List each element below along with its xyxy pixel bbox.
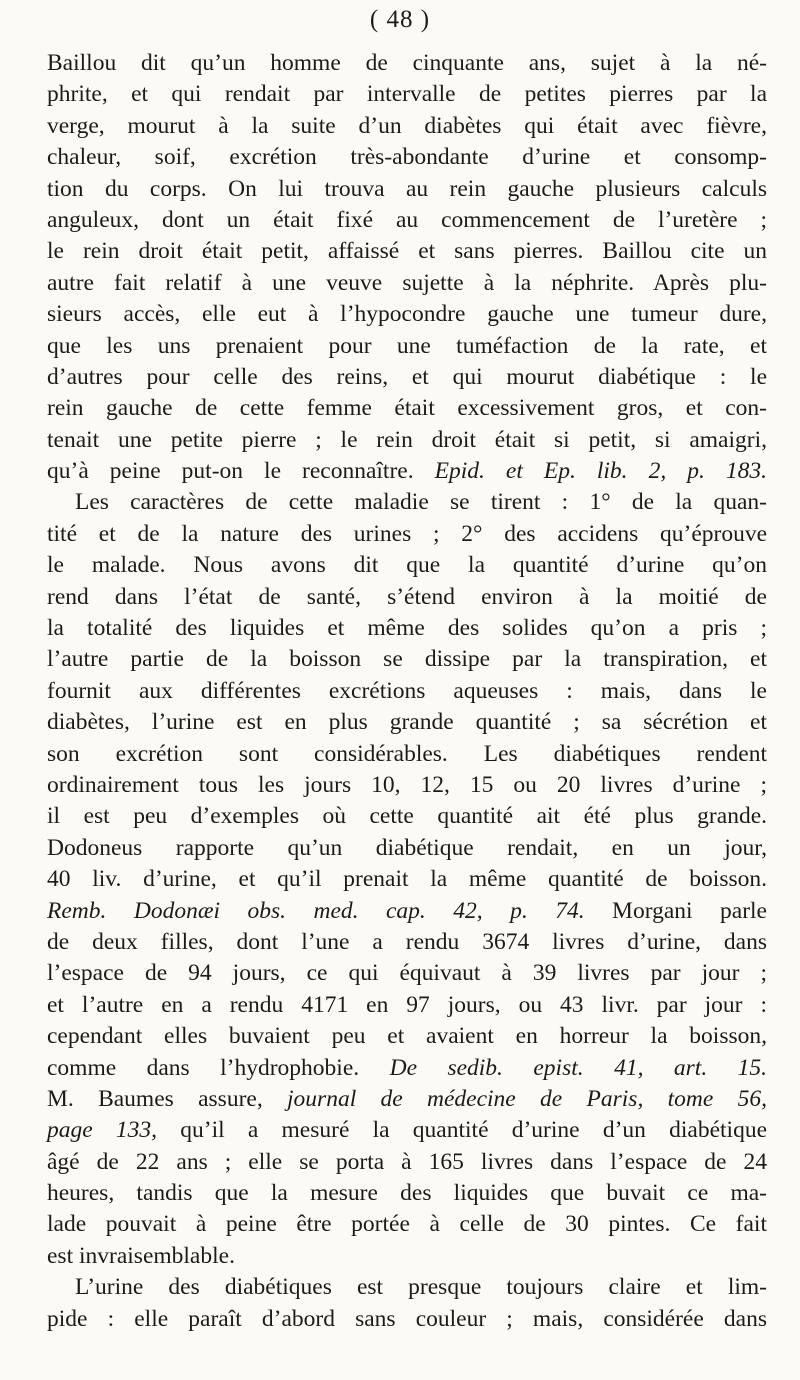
text-segment: qu’à peine put-on le reconnaître. [47, 458, 414, 485]
text-line: pide : elle paraît d’abord sans couleur ; mais, considérée dans [47, 1305, 767, 1332]
text-line: autre fait relatif à une veuve sujette à la néphrite. Après plu- [47, 269, 767, 296]
text-line: est invraisemblable. [47, 1242, 235, 1269]
text-line: chaleur, soif, excrétion très-abondante d’urine et consomp- [47, 144, 767, 171]
text-line: diabètes, l’urine est en plus grande quantité ; sa sécrétion et [47, 709, 767, 736]
text-line: âgé de 22 ans ; elle se porta à 165 livres dans l’espace de 24 [47, 1148, 767, 1175]
citation: Remb. Dodonæi obs. med. cap. 42, p. 74. [47, 897, 585, 924]
text-segment: qu’il a mesuré la quantité d’urine d’un diabétique [180, 1117, 767, 1144]
text-line-with-citation [47, 896, 767, 927]
text-line-with-citation [47, 456, 767, 487]
text-line: l’espace de 94 jours, ce qui équivaut à 39 livres par jour ; [47, 960, 767, 987]
text-line: phrite, et qui rendait par intervalle de petites pierres par la [47, 81, 767, 108]
text-segment: M. Baumes assure, [47, 1085, 263, 1112]
text-line: cependant elles buvaient peu et avaient en horreur la boisson, [47, 1023, 767, 1050]
text-line: que les uns prenaient pour une tuméfaction de la rate, et [47, 332, 767, 359]
text-line: L’urine des diabétiques est presque toujours claire et lim- [75, 1274, 767, 1301]
text-line: fournit aux différentes excrétions aqueuses : mais, dans le [47, 677, 767, 704]
text-line: rein gauche de cette femme était excessivement gros, et con- [47, 395, 767, 422]
text-line: Dodoneus rapporte qu’un diabétique rendait, en un jour, [47, 834, 767, 861]
text-line: verge, mourut à la suite d’un diabètes qui était avec fièvre, [47, 112, 767, 139]
text-line: ordinairement tous les jours 10, 12, 15 ou 20 livres d’urine ; [47, 771, 767, 798]
text-line: lade pouvait à peine être portée à celle de 30 pintes. Ce fait [47, 1211, 767, 1238]
text-line: tité et de la nature des urines ; 2° des accidens qu’éprouve [47, 520, 767, 547]
text-line: tenait une petite pierre ; le rein droit était si petit, si amaigri, [47, 426, 767, 453]
text-line: Baillou dit qu’un homme de cinquante ans, sujet à la né- [47, 50, 767, 76]
text-segment: comme dans l’hydrophobie. [47, 1054, 360, 1081]
text-segment: Morgani parle [612, 897, 767, 924]
text-line-with-citation [47, 1115, 767, 1146]
text-line: son excrétion sont considérables. Les diabétiques rendent [47, 740, 767, 767]
text-line: 40 liv. d’urine, et qu’il prenait la même quantité de boisson. [47, 866, 767, 893]
text-line: il est peu d’exemples où cette quantité ait été plus grande. [47, 803, 767, 830]
text-line: Les caractères de cette maladie se tirent : 1° de la quan- [75, 489, 767, 516]
text-line: tion du corps. On lui trouva au rein gauche plusieurs calculs [47, 175, 767, 202]
text-line: anguleux, dont un était fixé au commencement de l’uretère ; [47, 206, 767, 233]
text-line: d’autres pour celle des reins, et qui mourut diabétique : le [47, 363, 767, 390]
text-line: et l’autre en a rendu 4171 en 97 jours, ou 43 livr. par jour : [47, 991, 767, 1018]
citation: journal de médecine de Paris, tome 56, [287, 1085, 768, 1112]
citation: De sedib. epist. 41, art. 15. [389, 1054, 768, 1081]
text-line: le rein droit était petit, affaissé et sans pierres. Baillou cite un [47, 238, 767, 265]
text-line: sieurs accès, elle eut à l’hypocondre gauche une tumeur dure, [47, 301, 767, 328]
text-line: le malade. Nous avons dit que la quantité d’urine qu’on [47, 552, 767, 579]
body-text [47, 48, 767, 1335]
text-line: de deux filles, dont l’une a rendu 3674 livres d’urine, dans [47, 928, 767, 955]
citation: Epid. et Ep. lib. 2, p. 183. [434, 458, 767, 485]
text-line: l’autre partie de la boisson se dissipe par la transpiration, et [47, 646, 767, 673]
text-line-with-citation [47, 1053, 767, 1084]
citation: page 133, [47, 1117, 158, 1144]
text-line: heures, tandis que la mesure des liquides que buvait ce ma- [47, 1180, 767, 1207]
page-number: ( 48 ) [369, 6, 431, 33]
text-line: rend dans l’état de santé, s’étend environ à la moitié de [47, 583, 767, 610]
text-line-with-citation [47, 1084, 767, 1115]
text-line: la totalité des liquides et même des solides qu’on a pris ; [47, 615, 767, 642]
